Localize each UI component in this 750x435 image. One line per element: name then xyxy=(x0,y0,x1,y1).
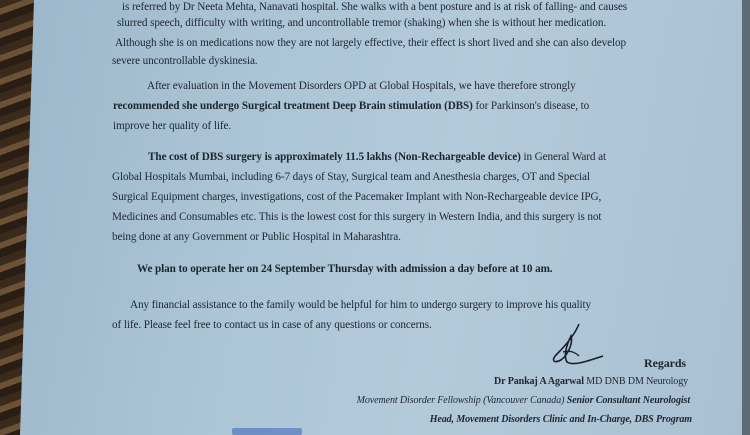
recommendation-bold: recommended she undergo Surgical treatment Deep Brain stimulation (DBS) xyxy=(113,100,473,112)
text-line: is referred by Dr Neeta Mehta, Nanavati hospital. She walks with a bent posture and is at risk of falling- and causes xyxy=(122,1,627,13)
text-line: improve her quality of life. xyxy=(113,120,232,132)
text-line: severe uncontrollable dyskinesia. xyxy=(112,55,258,67)
text-line xyxy=(113,100,589,112)
text-span: in General Ward at xyxy=(520,151,606,163)
text-line: Global Hospitals Mumbai, including 6-7 days of Stay, Surgical team and Anesthesia charges, OT and Special xyxy=(112,171,590,183)
hospital-stamp xyxy=(232,428,302,435)
text-line xyxy=(148,151,606,163)
doctor-title: Senior Consultant Neurologist xyxy=(564,395,690,406)
signature-mark xyxy=(545,322,615,367)
cost-bold: The cost of DBS surgery is approximately 11.5 lakhs (Non-Rechargeable device) xyxy=(148,151,521,163)
text-line: Surgical Equipment charges, investigations, cost of the Pacemaker Implant with Non-Rechargeable device IPG, xyxy=(112,191,602,203)
text-line: Any financial assistance to the family would be helpful for him to undergo surgery to improve his quality xyxy=(130,299,592,311)
doctor-fellowship: Movement Disorder Fellowship (Vancouver Canada) xyxy=(356,395,565,406)
text-line: being done at any Government or Public Hospital in Maharashtra. xyxy=(112,231,401,243)
paper-shadow xyxy=(742,0,750,435)
text-line: Although she is on medications now they are not largely effective, their effect is short lived and she can also develop xyxy=(115,37,626,49)
text-line: of life. Please feel free to contact us in case of any questions or concerns. xyxy=(112,319,432,331)
text-line: Medicines and Consumables etc. This is the lowest cost for this surgery in Western India, and this surgery is not xyxy=(112,211,602,223)
regards: Regards xyxy=(644,356,686,370)
background-fabric xyxy=(0,0,34,435)
doctor-position: Head, Movement Disorders Clinic and In-Charge, DBS Program xyxy=(429,414,692,425)
doctor-name: Dr Pankaj A Agarwal xyxy=(494,376,584,387)
doctor-fellowship-line xyxy=(357,395,690,406)
surgery-plan: We plan to operate her on 24 September Thursday with admission a day before at 10 am. xyxy=(137,263,553,275)
doctor-name-line xyxy=(494,376,688,387)
text-line: slurred speech, difficulty with writing, and uncontrollable tremor (shaking) when she is without her medication. xyxy=(117,17,607,29)
doctor-degrees: MD DNB DM Neurology xyxy=(583,376,688,387)
text-span: for Parkinson's disease, to xyxy=(472,100,590,112)
text-line: After evaluation in the Movement Disorders OPD at Global Hospitals, we have therefore strongly xyxy=(147,80,576,92)
